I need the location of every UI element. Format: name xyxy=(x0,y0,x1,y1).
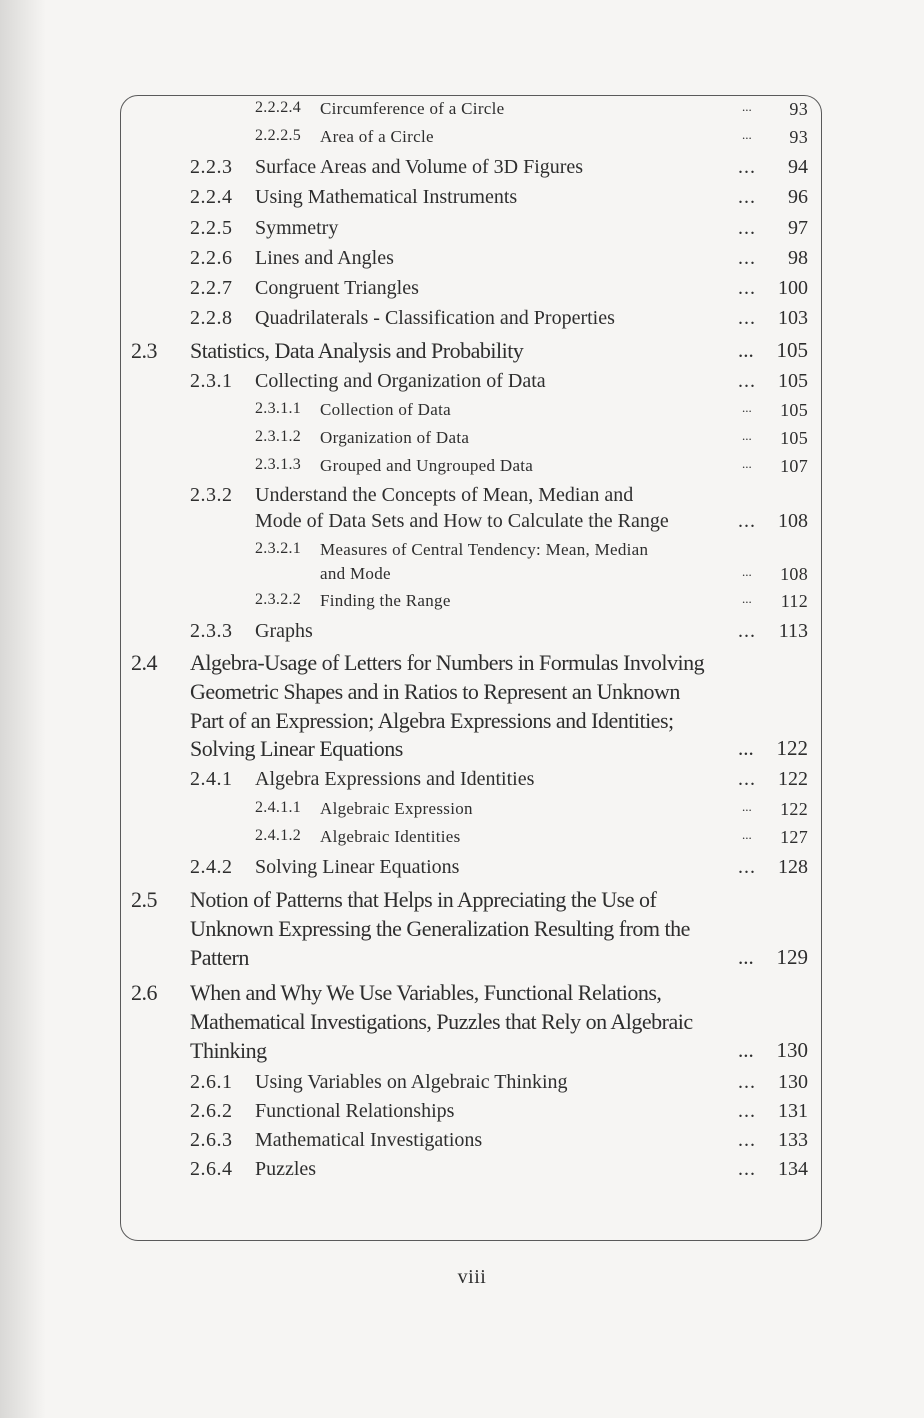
toc-entry-title: Thinking xyxy=(190,1038,267,1063)
toc-leader-dots: ... xyxy=(738,156,756,178)
toc-page-number: 96 xyxy=(788,186,808,208)
toc-leader-dots: ... xyxy=(738,1100,756,1122)
toc-entry-title: Lines and Angles xyxy=(255,247,394,269)
toc-entry-number: 2.3.2.2 xyxy=(255,591,302,608)
toc-entry-number: 2.3.1 xyxy=(190,370,233,392)
toc-leader-dots: ... xyxy=(742,591,752,606)
toc-entry-number: 2.2.7 xyxy=(190,277,233,299)
toc-page-number: 133 xyxy=(778,1129,808,1151)
toc-entry-title: Using Variables on Algebraic Thinking xyxy=(255,1071,568,1093)
toc-entry-title: Grouped and Ungrouped Data xyxy=(320,456,534,475)
toc-entry-title: Measures of Central Tendency: Mean, Median xyxy=(320,540,649,559)
toc-page-number: 112 xyxy=(780,591,808,611)
toc-page-number: 122 xyxy=(778,768,808,790)
toc-page-number: 134 xyxy=(778,1158,808,1180)
toc-entry-title: Congruent Triangles xyxy=(255,277,419,299)
toc-leader-dots: ... xyxy=(738,856,756,878)
toc-page-number: 122 xyxy=(776,736,808,760)
toc-page-number: 93 xyxy=(789,99,808,119)
toc-leader-dots: ... xyxy=(738,277,756,299)
toc-entry-title: Algebraic Expression xyxy=(320,799,473,818)
toc-page-number: 105 xyxy=(780,428,808,448)
toc-page-number: 103 xyxy=(778,307,808,329)
toc-entry-number: 2.4.2 xyxy=(190,856,233,878)
toc-entry-number: 2.3.2 xyxy=(190,484,233,506)
toc-page-number: 131 xyxy=(778,1100,808,1122)
toc-entry-title: Solving Linear Equations xyxy=(255,856,460,878)
toc-entry-number: 2.3.1.1 xyxy=(255,400,302,417)
toc-page-number: 105 xyxy=(780,400,808,420)
toc-entry-number: 2.6.3 xyxy=(190,1129,233,1151)
toc-entry-number: 2.5 xyxy=(131,887,157,912)
toc-entry-number: 2.2.5 xyxy=(190,217,233,239)
toc-entry-number: 2.3.2.1 xyxy=(255,540,302,557)
toc-page-number: 130 xyxy=(778,1071,808,1093)
toc-page-number: 128 xyxy=(778,856,808,878)
toc-leader-dots: ... xyxy=(742,428,752,443)
toc-leader-dots: ... xyxy=(738,1129,756,1151)
toc-entry-title: Graphs xyxy=(255,620,313,642)
toc-page-number: 108 xyxy=(780,564,808,584)
toc-entry-title: Collecting and Organization of Data xyxy=(255,370,546,392)
toc-entry-number: 2.2.8 xyxy=(190,307,233,329)
toc-entry-number: 2.2.2.5 xyxy=(255,127,302,144)
toc-entry-title: Puzzles xyxy=(255,1158,317,1180)
toc-leader-dots: ... xyxy=(738,338,754,362)
toc-entry-title: Organization of Data xyxy=(320,428,470,447)
toc-entry-title: Mode of Data Sets and How to Calculate the Range xyxy=(255,510,669,532)
toc-entry-title: Algebra-Usage of Letters for Numbers in Formulas Involving xyxy=(190,650,705,675)
toc-entry-number: 2.6.2 xyxy=(190,1100,233,1122)
toc-page-number: 108 xyxy=(778,510,808,532)
toc-leader-dots: ... xyxy=(738,945,754,969)
toc-entry-number: 2.3.3 xyxy=(190,620,233,642)
toc-entry-title: Collection of Data xyxy=(320,400,451,419)
toc-page-number: 98 xyxy=(788,247,808,269)
toc-leader-dots: ... xyxy=(742,564,752,579)
toc-entry-number: 2.2.6 xyxy=(190,247,233,269)
toc-entry-number: 2.4 xyxy=(131,650,157,675)
toc-leader-dots: ... xyxy=(738,370,756,392)
toc-page-number: 130 xyxy=(776,1038,808,1062)
toc-entry-number: 2.6.1 xyxy=(190,1071,233,1093)
toc-leader-dots: ... xyxy=(738,247,756,269)
toc-leader-dots: ... xyxy=(738,217,756,239)
toc-leader-dots: ... xyxy=(738,1038,754,1062)
toc-page-number: 127 xyxy=(780,827,808,847)
page-number: viii xyxy=(457,1266,487,1288)
toc-page-number: 94 xyxy=(788,156,808,178)
toc-entry-title: When and Why We Use Variables, Functional Relations, xyxy=(190,980,662,1005)
toc-entry-title: Finding the Range xyxy=(320,591,451,610)
toc-entry-title: Mathematical Investigations xyxy=(255,1129,483,1151)
toc-entry-number: 2.2.4 xyxy=(190,186,233,208)
toc-entry-title: and Mode xyxy=(320,564,391,583)
toc-entry-title: Surface Areas and Volume of 3D Figures xyxy=(255,156,584,178)
toc-leader-dots: ... xyxy=(738,768,756,790)
toc-entry-title: Symmetry xyxy=(255,217,339,239)
toc-leader-dots: ... xyxy=(742,799,752,814)
toc-page-number: 107 xyxy=(780,456,808,476)
toc-leader-dots: ... xyxy=(742,400,752,415)
toc-leader-dots: ... xyxy=(742,99,752,114)
toc-leader-dots: ... xyxy=(738,620,756,642)
toc-leader-dots: ... xyxy=(742,827,752,842)
toc-page-number: 122 xyxy=(780,799,808,819)
toc-entry-number: 2.4.1 xyxy=(190,768,233,790)
toc-leader-dots: ... xyxy=(738,1158,756,1180)
toc-leader-dots: ... xyxy=(738,1071,756,1093)
toc-leader-dots: ... xyxy=(738,510,756,532)
toc-entry-title: Circumference of a Circle xyxy=(320,99,505,118)
toc-entry-title: Functional Relationships xyxy=(255,1100,455,1122)
toc-leader-dots: ... xyxy=(742,127,752,142)
toc-entry-title: Geometric Shapes and in Ratios to Represent an Unknown xyxy=(190,679,680,704)
toc-page-number: 100 xyxy=(778,277,808,299)
toc-entry-title: Pattern xyxy=(190,945,249,970)
toc-entry-number: 2.6.4 xyxy=(190,1158,233,1180)
toc-entry-number: 2.2.3 xyxy=(190,156,233,178)
toc-entry-title: Algebraic Identities xyxy=(320,827,461,846)
toc-entry-title: Using Mathematical Instruments xyxy=(255,186,518,208)
toc-entry-title: Area of a Circle xyxy=(320,127,434,146)
toc-entry-title: Part of an Expression; Algebra Expressions and Identities; xyxy=(190,708,674,733)
toc-entry-number: 2.4.1.1 xyxy=(255,799,302,816)
page-gutter-shadow xyxy=(0,0,46,1418)
toc-leader-dots: ... xyxy=(742,456,752,471)
toc-page-number: 113 xyxy=(778,620,808,642)
toc-entry-title: Algebra Expressions and Identities xyxy=(255,768,535,790)
toc-page-number: 105 xyxy=(778,370,808,392)
toc-entry-title: Solving Linear Equations xyxy=(190,736,403,761)
toc-page-number: 105 xyxy=(776,338,808,362)
toc-leader-dots: ... xyxy=(738,307,756,329)
toc-entry-number: 2.2.2.4 xyxy=(255,99,302,116)
toc-entry-number: 2.3 xyxy=(131,338,157,363)
toc-entry-number: 2.3.1.3 xyxy=(255,456,302,473)
toc-page-number: 97 xyxy=(788,217,808,239)
toc-leader-dots: ... xyxy=(738,186,756,208)
toc-leader-dots: ... xyxy=(738,736,754,760)
toc-entry-number: 2.3.1.2 xyxy=(255,428,302,445)
toc-page-number: 129 xyxy=(776,945,808,969)
toc-entry-title: Notion of Patterns that Helps in Appreciating the Use of xyxy=(190,887,657,912)
toc-entry-number: 2.4.1.2 xyxy=(255,827,302,844)
toc-entry-title: Quadrilaterals - Classification and Properties xyxy=(255,307,615,329)
toc-entry-title: Unknown Expressing the Generalization Resulting from the xyxy=(190,916,690,941)
toc-page-number: 93 xyxy=(789,127,808,147)
toc-entry-number: 2.6 xyxy=(131,980,157,1005)
toc-entry-title: Mathematical Investigations, Puzzles that Rely on Algebraic xyxy=(190,1009,693,1034)
toc-entry-title: Statistics, Data Analysis and Probability xyxy=(190,338,524,363)
toc-entry-title: Understand the Concepts of Mean, Median and xyxy=(255,484,634,506)
